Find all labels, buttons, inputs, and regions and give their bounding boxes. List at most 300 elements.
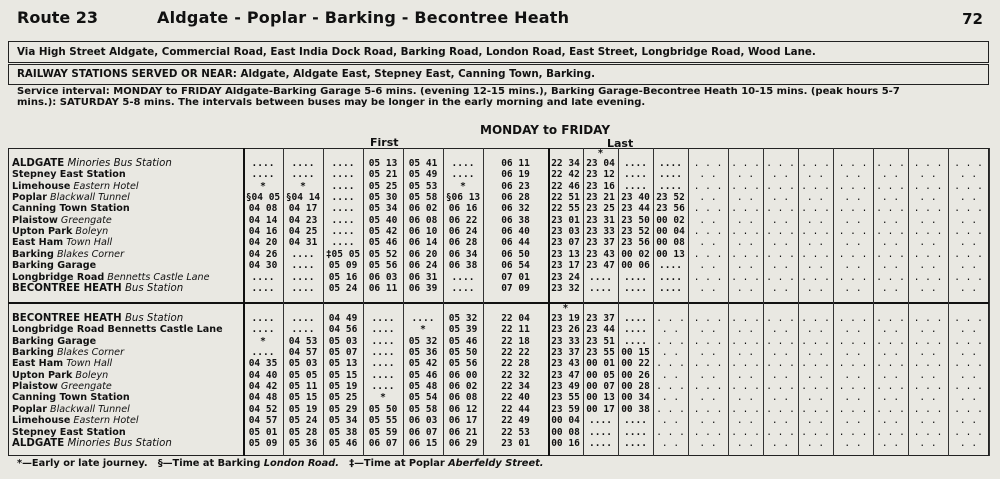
- stop-qualifier: Minories Bus Station: [64, 158, 172, 169]
- outbound-empty-cell: . . .: [913, 271, 943, 283]
- stop-name: Stepney East Station: [12, 169, 126, 181]
- outbound-empty-cell: . . .: [954, 248, 983, 260]
- outbound-empty-cell: . . .: [876, 226, 905, 238]
- outbound-empty-cell: . . .: [838, 226, 868, 238]
- inbound-stop: [12, 347, 124, 358]
- inbound-time-cell: 05 36: [408, 347, 438, 359]
- outbound-time-cell: 05 09: [328, 260, 358, 272]
- outbound-empty-cell: . .: [806, 214, 825, 226]
- inbound-empty-cell: . .: [881, 324, 900, 336]
- outbound-time-cell: 00 13: [656, 248, 685, 260]
- stop-name: ALDGATE: [12, 158, 65, 169]
- outbound-stop: [12, 158, 172, 169]
- inbound-time-cell: 22 18: [501, 335, 530, 347]
- inbound-time-cell: ....: [624, 324, 647, 336]
- outbound-empty-cell: . .: [771, 260, 790, 272]
- outbound-empty-cell: . .: [806, 260, 825, 272]
- inbound-empty-cell: . .: [919, 437, 937, 449]
- outbound-time-cell: 05 53: [408, 180, 438, 192]
- inbound-time-cell: 06 08: [448, 392, 478, 404]
- inbound-time-cell: 05 07: [328, 347, 358, 359]
- service-line: Service interval: MONDAY to FRIDAY Aldgate-Barking Garage 5-6 mins. (evening 12-15 mins.), Barking Garage-Becontree Heath 10-15 mins. (peak hours 5-7: [17, 87, 900, 97]
- inbound-time-cell: 05 03: [328, 335, 358, 347]
- inbound-empty-cell: . .: [844, 392, 862, 404]
- inbound-empty-cell: . . .: [693, 381, 723, 393]
- stop-qualifier: Minories Bus Station: [64, 437, 172, 449]
- outbound-time-cell: 23 56: [656, 203, 685, 215]
- inbound-empty-cell: . .: [736, 324, 755, 336]
- inbound-time-cell: 06 12: [448, 403, 478, 415]
- outbound-time-cell: 05 40: [368, 214, 398, 226]
- inbound-empty-cell: . . .: [801, 313, 830, 324]
- header: [0, 0, 1000, 40]
- inbound-time-cell: *: [420, 324, 426, 336]
- outbound-time-cell: ....: [291, 260, 315, 272]
- outbound-time-cell: 04 26: [248, 248, 278, 260]
- outbound-time-cell: 00 06: [621, 260, 650, 272]
- footnote-poplar-place: Aberfeldy Street.: [448, 458, 544, 469]
- inbound-time-cell: 05 38: [328, 426, 358, 438]
- inbound-empty-cell: . . .: [954, 426, 983, 438]
- stop-name: Stepney East Station: [12, 426, 126, 438]
- inbound-empty-cell: . . .: [838, 381, 868, 393]
- outbound-empty-cell: . .: [881, 214, 900, 226]
- inbound-time-cell: 23 01: [501, 437, 530, 449]
- outbound-time-cell: *: [260, 180, 266, 192]
- outbound-time-cell: 06 03: [368, 271, 398, 283]
- inbound-empty-cell: . . .: [838, 426, 868, 438]
- outbound-time-cell: 06 19: [501, 169, 530, 181]
- outbound-empty-cell: . .: [959, 282, 978, 294]
- inbound-empty-cell: . .: [736, 415, 755, 427]
- outbound-empty-cell: . .: [771, 169, 790, 181]
- outbound-empty-cell: . .: [844, 192, 862, 204]
- outbound-time-cell: 23 33: [586, 226, 615, 238]
- inbound-empty-cell: . . .: [913, 426, 943, 438]
- inbound-time-cell: 22 22: [501, 347, 530, 359]
- inbound-time-cell: 22 53: [501, 426, 530, 438]
- outbound-time-cell: 06 10: [408, 226, 438, 238]
- inbound-empty-cell: . .: [806, 415, 825, 427]
- inbound-empty-cell: . . .: [838, 335, 868, 347]
- outbound-time-cell: 05 41: [408, 158, 438, 169]
- inbound-stop: [12, 415, 139, 426]
- inbound-time-cell: 04 56: [328, 324, 358, 336]
- outbound-empty-cell: . . .: [876, 248, 905, 260]
- inbound-empty-cell: . . .: [801, 335, 830, 347]
- inbound-time-cell: 05 25: [328, 392, 358, 404]
- inbound-empty-cell: . .: [699, 324, 717, 336]
- inbound-time-cell: ....: [624, 415, 647, 427]
- inbound-empty-cell: . .: [771, 369, 790, 381]
- inbound-empty-cell: . . .: [731, 313, 760, 324]
- inbound-time-cell: 05 32: [408, 335, 438, 347]
- inbound-time-cell: 05 42: [408, 358, 438, 370]
- outbound-empty-cell: . . .: [766, 248, 795, 260]
- last-label: Last: [607, 137, 634, 150]
- inbound-stop: [12, 427, 126, 438]
- inbound-empty-cell: . .: [661, 369, 680, 381]
- inbound-time-cell: 04 40: [248, 369, 278, 381]
- inbound-empty-cell: . .: [699, 392, 717, 404]
- route-title: Aldgate - Poplar - Barking - Becontree Heath: [157, 8, 570, 27]
- outbound-time-cell: 05 42: [368, 226, 398, 238]
- service-line: mins.): SATURDAY 5-8 mins. The intervals between buses may be longer in the early morning and late evening.: [17, 97, 646, 108]
- inbound-empty-cell: . . .: [913, 381, 943, 393]
- outbound-time-cell: *: [300, 180, 306, 192]
- outbound-empty-cell: . . .: [766, 180, 795, 192]
- stop-qualifier: Greengate: [57, 214, 112, 226]
- inbound-time-cell: 23 44: [586, 324, 615, 336]
- outbound-time-cell: ....: [451, 282, 475, 294]
- stop-name: Poplar: [12, 192, 47, 204]
- outbound-stop: [12, 237, 112, 248]
- inbound-time-cell: 00 34: [621, 392, 650, 404]
- outbound-empty-cell: . .: [959, 237, 978, 249]
- outbound-time-cell: 04 08: [248, 203, 278, 215]
- inbound-time-cell: 22 49: [501, 415, 530, 427]
- outbound-empty-cell: . .: [771, 214, 790, 226]
- inbound-empty-cell: . .: [806, 437, 825, 449]
- outbound-empty-cell: . . .: [731, 226, 760, 238]
- outbound-time-cell: 05 30: [368, 192, 398, 204]
- outbound-empty-cell: . . .: [838, 180, 868, 192]
- outbound-time-cell: 23 52: [621, 226, 650, 238]
- inbound-empty-cell: . . .: [766, 426, 795, 438]
- outbound-time-cell: 06 16: [448, 203, 478, 215]
- outbound-time-cell: ....: [624, 282, 647, 294]
- outbound-time-cell: 04 17: [288, 203, 318, 215]
- outbound-empty-cell: . . .: [954, 180, 983, 192]
- inbound-empty-cell: . . .: [954, 358, 983, 370]
- stop-name: Limehouse: [12, 180, 71, 192]
- stop-qualifier: Blakes Corner: [53, 248, 125, 260]
- inbound-empty-cell: . .: [844, 347, 862, 359]
- stop-name: BECONTREE HEATH: [12, 282, 122, 294]
- outbound-stop: [12, 169, 126, 180]
- inbound-time-cell: 00 38: [621, 403, 650, 415]
- outbound-time-cell: 23 44: [621, 203, 650, 215]
- footer-notes: [17, 458, 544, 469]
- outbound-time-cell: ....: [251, 282, 275, 294]
- inbound-empty-cell: . . .: [656, 381, 685, 393]
- inbound-time-cell: 23 47: [551, 369, 580, 381]
- inbound-time-cell: 04 49: [328, 313, 358, 324]
- stop-name: Canning Town Station: [12, 203, 130, 215]
- inbound-empty-cell: . .: [806, 324, 825, 336]
- stop-qualifier: Bennetts Castle Lane: [104, 271, 210, 283]
- inbound-empty-cell: . . .: [913, 358, 943, 370]
- inbound-time-cell: 04 53: [288, 335, 318, 347]
- inbound-empty-cell: . .: [959, 415, 978, 427]
- outbound-empty-cell: . . .: [766, 271, 795, 283]
- inbound-time-cell: 05 32: [448, 313, 478, 324]
- outbound-time-cell: 05 13: [368, 158, 398, 169]
- inbound-time-cell: 06 17: [448, 415, 478, 427]
- stop-qualifier: Bus Station: [121, 313, 184, 324]
- outbound-time-cell: 23 17: [551, 260, 580, 272]
- inbound-empty-cell: . . .: [876, 403, 905, 415]
- inbound-empty-cell: . . .: [876, 335, 905, 347]
- inbound-stop: [12, 313, 183, 324]
- outbound-time-cell: 06 11: [501, 158, 530, 169]
- outbound-time-cell: 23 16: [586, 180, 615, 192]
- inbound-time-cell: 23 51: [586, 335, 615, 347]
- stop-name: Canning Town Station: [12, 392, 130, 404]
- outbound-empty-cell: . .: [959, 260, 978, 272]
- inbound-time-cell: 05 13: [328, 358, 358, 370]
- inbound-time-cell: 22 40: [501, 392, 530, 404]
- outbound-empty-cell: . .: [699, 169, 717, 181]
- inbound-empty-cell: . .: [919, 369, 937, 381]
- outbound-time-cell: 05 34: [368, 203, 398, 215]
- outbound-empty-cell: . .: [844, 237, 862, 249]
- outbound-empty-cell: . .: [736, 260, 755, 272]
- outbound-time-cell: 23 21: [586, 192, 615, 204]
- inbound-time-cell: 05 15: [328, 369, 358, 381]
- inbound-empty-cell: . . .: [766, 403, 795, 415]
- outbound-empty-cell: . . .: [838, 271, 868, 283]
- outbound-time-cell: 22 34: [551, 158, 580, 169]
- inbound-time-cell: ....: [589, 426, 612, 438]
- outbound-empty-cell: . . .: [766, 158, 795, 169]
- inbound-empty-cell: . .: [959, 347, 978, 359]
- outbound-time-cell: 23 43: [586, 248, 615, 260]
- inbound-empty-cell: . .: [806, 392, 825, 404]
- inbound-stop: [12, 381, 112, 392]
- outbound-time-cell: ....: [589, 282, 612, 294]
- outbound-empty-cell: . . .: [913, 180, 943, 192]
- outbound-time-cell: 04 25: [288, 226, 318, 238]
- inbound-empty-cell: . . .: [954, 381, 983, 393]
- stop-qualifier: Boleyn: [72, 369, 109, 381]
- outbound-empty-cell: . .: [771, 282, 790, 294]
- inbound-time-cell: 06 15: [408, 437, 438, 449]
- inbound-empty-cell: . .: [699, 437, 717, 449]
- inbound-empty-cell: . . .: [838, 358, 868, 370]
- outbound-empty-cell: . .: [959, 169, 978, 181]
- stop-qualifier: Blackwall Tunnel: [46, 403, 130, 415]
- outbound-time-cell: §06 13: [445, 192, 481, 204]
- inbound-empty-cell: . .: [919, 324, 937, 336]
- inbound-time-cell: 06 07: [368, 437, 398, 449]
- stop-name: BECONTREE HEATH: [12, 313, 122, 324]
- outbound-time-cell: 06 34: [448, 248, 478, 260]
- inbound-time-cell: 04 48: [248, 392, 278, 404]
- outbound-empty-cell: . . .: [954, 271, 983, 283]
- inbound-empty-cell: . . .: [766, 335, 795, 347]
- outbound-empty-cell: . . .: [731, 248, 760, 260]
- outbound-time-cell: ....: [291, 271, 315, 283]
- outbound-empty-cell: . .: [881, 260, 900, 272]
- inbound-time-cell: 00 17: [586, 403, 615, 415]
- outbound-empty-cell: . .: [919, 260, 937, 272]
- outbound-time-cell: 06 14: [408, 237, 438, 249]
- outbound-time-cell: 06 40: [501, 226, 530, 238]
- inbound-time-cell: ....: [624, 335, 647, 347]
- inbound-time-cell: 00 22: [621, 358, 650, 370]
- inbound-time-cell: 04 42: [248, 381, 278, 393]
- footnote-barking: §—Time at Barking: [157, 458, 261, 469]
- outbound-time-cell: ....: [331, 214, 355, 226]
- outbound-time-cell: ....: [624, 169, 647, 181]
- inbound-time-cell: ....: [371, 381, 395, 393]
- outbound-time-cell: 04 23: [288, 214, 318, 226]
- outbound-empty-cell: . .: [806, 169, 825, 181]
- inbound-time-cell: ....: [371, 347, 395, 359]
- outbound-time-cell: ....: [251, 169, 275, 181]
- outbound-time-cell: 23 04: [586, 158, 615, 169]
- outbound-empty-cell: . .: [844, 260, 862, 272]
- outbound-time-cell: ....: [659, 180, 682, 192]
- outbound-stop: [12, 203, 130, 214]
- inbound-empty-cell: . . .: [876, 358, 905, 370]
- outbound-empty-cell: . . .: [913, 203, 943, 215]
- inbound-empty-cell: . .: [881, 347, 900, 359]
- outbound-time-cell: 07 01: [501, 271, 530, 283]
- inbound-time-cell: 00 28: [621, 381, 650, 393]
- stop-name: Barking: [12, 248, 54, 260]
- outbound-empty-cell: . . .: [913, 248, 943, 260]
- inbound-time-cell: 23 33: [551, 335, 580, 347]
- inbound-time-cell: ....: [251, 313, 275, 324]
- outbound-empty-cell: . .: [771, 192, 790, 204]
- outbound-time-cell: ....: [291, 248, 315, 260]
- outbound-empty-cell: . . .: [693, 271, 723, 283]
- outbound-empty-cell: . .: [881, 169, 900, 181]
- inbound-time-cell: 23 55: [586, 347, 615, 359]
- outbound-empty-cell: . .: [806, 192, 825, 204]
- outbound-empty-cell: . . .: [693, 158, 723, 169]
- via-box: [8, 41, 989, 63]
- outbound-time-cell: ....: [659, 271, 682, 283]
- outbound-empty-cell: . .: [699, 237, 717, 249]
- inbound-empty-cell: . . .: [731, 403, 760, 415]
- outbound-time-cell: 06 11: [368, 282, 398, 294]
- outbound-time-cell: 05 46: [368, 237, 398, 249]
- inbound-empty-cell: . . .: [801, 358, 830, 370]
- inbound-time-cell: 00 04: [551, 415, 580, 427]
- outbound-empty-cell: . . .: [693, 226, 723, 238]
- outbound-time-cell: 22 42: [551, 169, 580, 181]
- outbound-time-cell: 06 20: [408, 248, 438, 260]
- outbound-time-cell: 05 52: [368, 248, 398, 260]
- inbound-time-cell: 23 37: [551, 347, 580, 359]
- outbound-empty-cell: . .: [736, 214, 755, 226]
- stop-name: Longbridge Road: [12, 271, 105, 283]
- outbound-empty-cell: . . .: [954, 226, 983, 238]
- outbound-time-cell: 04 16: [248, 226, 278, 238]
- inbound-empty-cell: . .: [736, 392, 755, 404]
- service-interval: [17, 87, 987, 108]
- outbound-time-cell: 23 01: [551, 214, 580, 226]
- inbound-empty-cell: . . .: [731, 358, 760, 370]
- outbound-time-cell: 06 44: [501, 237, 530, 249]
- outbound-time-cell: 05 21: [368, 169, 398, 181]
- stop-qualifier: Eastern Hotel: [70, 180, 139, 192]
- stop-qualifier: Eastern Hotel: [70, 415, 139, 427]
- outbound-stop: [12, 226, 108, 237]
- inbound-empty-cell: . . .: [766, 358, 795, 370]
- inbound-empty-cell: . .: [959, 437, 978, 449]
- inbound-time-cell: 05 54: [408, 392, 438, 404]
- outbound-time-cell: 06 54: [501, 260, 530, 272]
- stop-name: East Ham: [12, 237, 64, 249]
- outbound-time-cell: 06 08: [408, 214, 438, 226]
- outbound-stop: [12, 283, 183, 294]
- outbound-empty-cell: . .: [881, 282, 900, 294]
- inbound-time-cell: 05 19: [328, 381, 358, 393]
- outbound-time-cell: 07 09: [501, 282, 530, 294]
- inbound-time-cell: 00 26: [621, 369, 650, 381]
- inbound-empty-cell: . .: [844, 415, 862, 427]
- outbound-empty-cell: . .: [881, 192, 900, 204]
- outbound-time-cell: ....: [624, 271, 647, 283]
- inbound-empty-cell: . .: [919, 347, 937, 359]
- inbound-empty-cell: . .: [881, 369, 900, 381]
- inbound-time-cell: 22 34: [501, 381, 530, 393]
- outbound-time-cell: 06 28: [501, 192, 530, 204]
- stop-name: East Ham: [12, 358, 64, 370]
- outbound-empty-cell: . . .: [838, 203, 868, 215]
- outbound-empty-cell: . .: [919, 214, 937, 226]
- inbound-empty-cell: . .: [959, 369, 978, 381]
- stop-qualifier: Blackwall Tunnel: [46, 192, 130, 204]
- outbound-empty-cell: . . .: [731, 271, 760, 283]
- inbound-empty-cell: . .: [844, 437, 862, 449]
- outbound-empty-cell: . .: [806, 237, 825, 249]
- inbound-time-cell: 00 08: [551, 426, 580, 438]
- inbound-time-cell: ....: [624, 426, 647, 438]
- inbound-time-cell: 05 11: [288, 381, 318, 393]
- inbound-empty-cell: . .: [699, 369, 717, 381]
- inbound-time-cell: 05 58: [408, 403, 438, 415]
- inbound-time-cell: 05 50: [368, 403, 398, 415]
- outbound-time-cell: ....: [659, 282, 682, 294]
- inbound-time-cell: ....: [624, 437, 647, 449]
- inbound-empty-cell: . .: [959, 392, 978, 404]
- inbound-empty-cell: . . .: [838, 313, 868, 324]
- inbound-empty-cell: . . .: [693, 313, 723, 324]
- outbound-time-cell: ....: [291, 282, 315, 294]
- outbound-empty-cell: . .: [919, 282, 937, 294]
- outbound-time-cell: §04 05: [245, 192, 281, 204]
- inbound-stop: [12, 392, 130, 403]
- inbound-empty-cell: . .: [881, 415, 900, 427]
- outbound-time-cell: 06 22: [448, 214, 478, 226]
- stop-qualifier: Town Hall: [63, 237, 113, 249]
- inbound-time-cell: 23 49: [551, 381, 580, 393]
- inbound-time-cell: ....: [291, 313, 315, 324]
- inbound-time-cell: 04 57: [248, 415, 278, 427]
- journey-marker: *: [597, 148, 604, 159]
- inbound-empty-cell: . .: [806, 347, 825, 359]
- outbound-time-cell: 23 31: [586, 214, 615, 226]
- outbound-empty-cell: . . .: [876, 180, 905, 192]
- outbound-empty-cell: . . .: [954, 203, 983, 215]
- inbound-empty-cell: . . .: [913, 335, 943, 347]
- outbound-empty-cell: . .: [699, 214, 717, 226]
- outbound-time-cell: 06 24: [448, 226, 478, 238]
- inbound-empty-cell: . . .: [876, 381, 905, 393]
- outbound-time-cell: 22 46: [551, 180, 580, 192]
- outbound-time-cell: 23 47: [586, 260, 615, 272]
- inbound-time-cell: 22 04: [501, 313, 530, 324]
- outbound-empty-cell: . . .: [731, 158, 760, 169]
- outbound-time-cell: 06 32: [501, 203, 530, 215]
- inbound-empty-cell: . .: [844, 369, 862, 381]
- outbound-time-cell: 23 13: [551, 248, 580, 260]
